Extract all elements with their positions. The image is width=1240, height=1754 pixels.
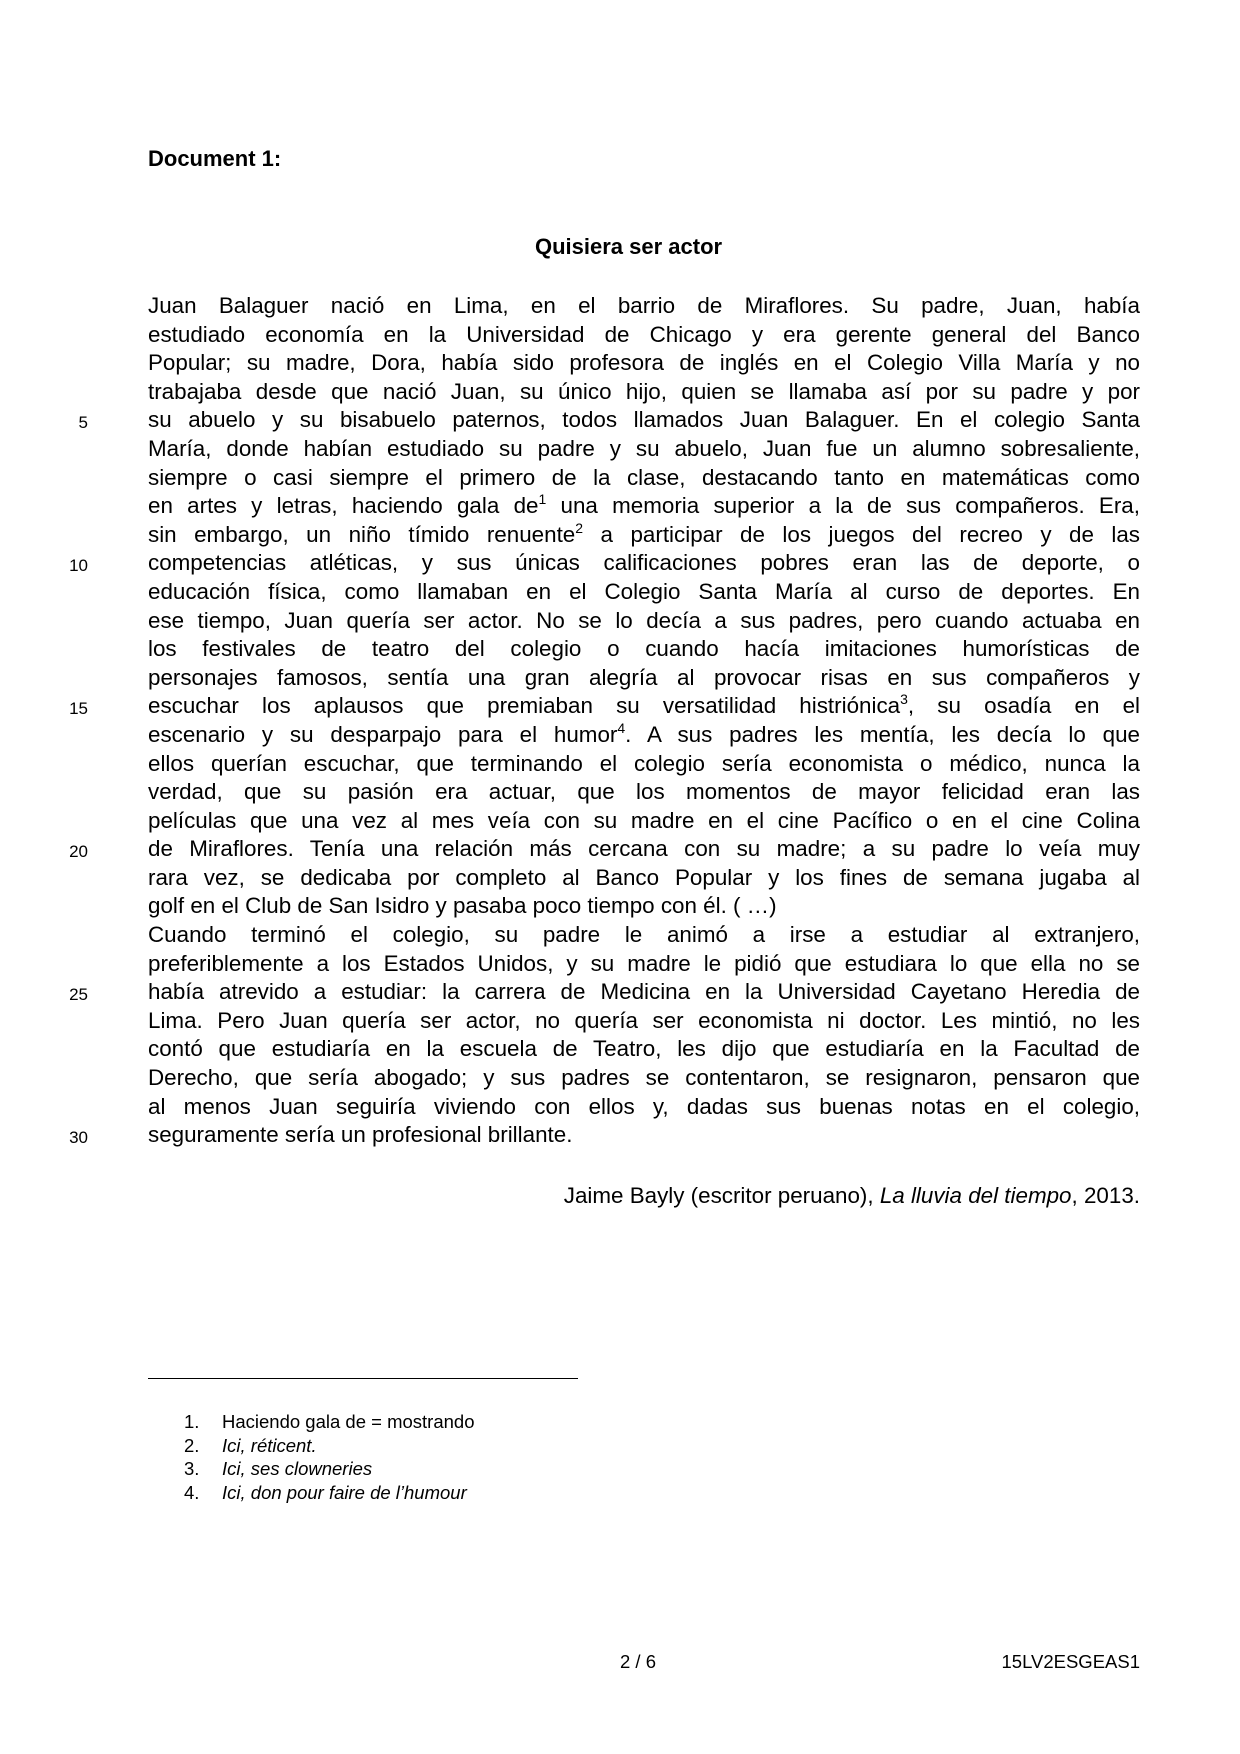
line-text: rara vez, se dedicaba por completo al Banco Popular y los fines de semana jugaba al	[148, 864, 1140, 890]
text-line	[69, 835, 1140, 864]
line-text: películas que una vez al mes veía con su madre en el cine Pacífico o en el cine Colina	[148, 807, 1140, 833]
line-text: Popular; su madre, Dora, había sido profesora de inglés en el Colegio Villa María y no	[148, 350, 1140, 376]
line-text: una memoria superior a la de sus compañeros. Era,	[546, 493, 1140, 519]
line-text: personajes famosos, sentía una gran alegría al provocar risas en sus compañeros y	[148, 664, 1140, 690]
footnote-number: 4.	[184, 1481, 200, 1503]
line-number: 15	[69, 699, 88, 719]
footnotes-list	[184, 1410, 475, 1504]
text-line	[148, 1007, 1140, 1036]
text-body	[69, 292, 1141, 1150]
text-line	[148, 349, 1140, 378]
line-number: 20	[69, 842, 88, 862]
footnote-number: 1.	[184, 1411, 200, 1432]
text-line	[148, 378, 1140, 407]
text-line	[148, 464, 1140, 493]
line-text: al menos Juan seguiría viviendo con ellos y, dadas sus buenas notas en el colegio,	[148, 1093, 1140, 1119]
footnote	[184, 1481, 475, 1505]
line-text: su abuelo y su bisabuelo paternos, todos llamados Juan Balaguer. En el colegio Santa	[148, 407, 1140, 433]
text-line	[148, 607, 1140, 636]
footnote-number: 2.	[184, 1434, 200, 1456]
footnote-text: Ici, réticent.	[222, 1434, 317, 1456]
footnote-text: Ici, ses clowneries	[222, 1458, 373, 1479]
line-text: en artes y letras, haciendo gala de	[148, 493, 539, 519]
line-text: . A sus padres les mentía, les decía lo que	[625, 721, 1140, 747]
footnote-ref: 2	[575, 519, 584, 536]
text-line	[148, 578, 1140, 607]
page-number: 2 / 6	[620, 1651, 656, 1672]
footnote-ref: 1	[538, 491, 547, 508]
text-line	[148, 921, 1140, 950]
line-text: Cuando terminó el colegio, su padre le animó a irse a estudiar al extranjero,	[148, 922, 1140, 948]
line-text: estudiado economía en la Universidad de Chicago y era gerente general del Banco	[148, 321, 1140, 347]
line-text: escuchar los aplausos que premiaban su versatilidad histriónica	[148, 693, 901, 719]
text-line	[148, 892, 1140, 921]
line-text: ellos querían escuchar, que terminando el colegio sería economista o médico, nunca la	[148, 750, 1140, 776]
line-text: competencias atléticas, y sus únicas calificaciones pobres eran las de deporte, o	[148, 550, 1140, 576]
footnote	[184, 1410, 475, 1434]
text-line	[69, 1121, 1140, 1150]
footnote-ref: 4	[617, 719, 626, 736]
attribution	[564, 1183, 1140, 1209]
text-line	[148, 807, 1140, 836]
attribution-year: , 2013.	[1071, 1183, 1140, 1208]
line-text: verdad, que su pasión era actuar, que los momentos de mayor felicidad eran las	[148, 779, 1140, 805]
footnote-number: 3.	[184, 1458, 200, 1479]
text-line	[148, 778, 1140, 807]
footnote-text: Ici, don pour faire de l’humour	[222, 1481, 467, 1503]
attribution-author: Jaime Bayly (escritor peruano),	[563, 1183, 880, 1208]
text-line	[148, 1093, 1140, 1122]
footnote-ref: 3	[900, 691, 908, 708]
text-line	[148, 664, 1140, 693]
line-text: golf en el Club de San Isidro y pasaba poco tiempo con él. ( …)	[148, 893, 777, 919]
line-text: los festivales de teatro del colegio o cuando hacía imitaciones humorísticas de	[148, 636, 1140, 662]
text-title: Quisiera ser actor	[535, 234, 723, 259]
line-text: María, donde habían estudiado su padre y su abuelo, Juan fue un alumno sobresaliente,	[148, 435, 1140, 461]
line-text: preferiblemente a los Estados Unidos, y su madre le pidió que estudiara lo que ella no se	[148, 950, 1140, 976]
line-text: sin embargo, un niño tímido renuente	[148, 521, 576, 547]
line-text: Juan Balaguer nació en Lima, en el barrio de Miraflores. Su padre, Juan, había	[148, 293, 1140, 318]
line-text: a participar de los juegos del recreo y de las	[583, 521, 1141, 547]
text-line	[69, 978, 1140, 1007]
line-number: 5	[78, 413, 88, 433]
line-text: Lima. Pero Juan quería ser actor, no quería ser economista ni doctor. Les mintió, no les	[148, 1007, 1140, 1033]
text-line	[69, 691, 1141, 721]
line-text: , su osadía en el	[907, 693, 1141, 719]
line-number: 10	[69, 556, 88, 576]
document-label: Document 1:	[148, 146, 282, 171]
line-text: trabajaba desde que nació Juan, su único hijo, quien se llamaba así por su padre y por	[148, 378, 1140, 404]
line-text: Derecho, que sería abogado; y sus padres se contentaron, se resignaron, pensaron que	[148, 1065, 1140, 1091]
footnote-text: Haciendo gala de = mostrando	[222, 1411, 475, 1432]
line-text: había atrevido a estudiar: la carrera de Medicina en la Universidad Cayetano Heredia de	[148, 979, 1140, 1005]
footnote	[184, 1457, 475, 1481]
text-line	[148, 721, 1140, 750]
text-line	[148, 1064, 1140, 1093]
line-text: siempre o casi siempre el primero de la clase, destacando tanto en matemáticas como	[148, 464, 1140, 490]
line-text: contó que estudiaría en la escuela de Teatro, les dijo que estudiaría en la Facultad de	[148, 1036, 1140, 1062]
text-line	[148, 864, 1140, 893]
line-text: educación física, como llamaban en el Colegio Santa María al curso de deportes. En	[148, 578, 1140, 604]
text-line	[148, 950, 1140, 979]
text-line	[148, 1035, 1140, 1064]
text-line	[148, 435, 1140, 464]
text-line	[148, 521, 1140, 550]
text-line	[148, 635, 1140, 664]
text-line	[69, 549, 1140, 578]
text-line	[78, 406, 1140, 435]
line-number: 30	[69, 1128, 88, 1148]
text-line	[148, 492, 1140, 521]
line-number: 25	[69, 985, 88, 1005]
footnote	[184, 1434, 475, 1458]
footnote-separator	[148, 1378, 578, 1379]
line-text: ese tiempo, Juan quería ser actor. No se lo decía a sus padres, pero cuando actuaba en	[148, 607, 1140, 633]
text-line	[148, 292, 1140, 321]
line-text: de Miraflores. Tenía una relación más cercana con su madre; a su padre lo veía muy	[148, 836, 1140, 862]
line-text: escenario y su desparpajo para el humor	[148, 721, 618, 747]
document-code: 15LV2ESGEAS1	[1001, 1651, 1140, 1672]
attribution-work: La lluvia del tiempo	[879, 1183, 1072, 1208]
text-line	[148, 750, 1140, 779]
line-text: seguramente sería un profesional brillante.	[148, 1122, 573, 1148]
text-line	[148, 321, 1140, 350]
